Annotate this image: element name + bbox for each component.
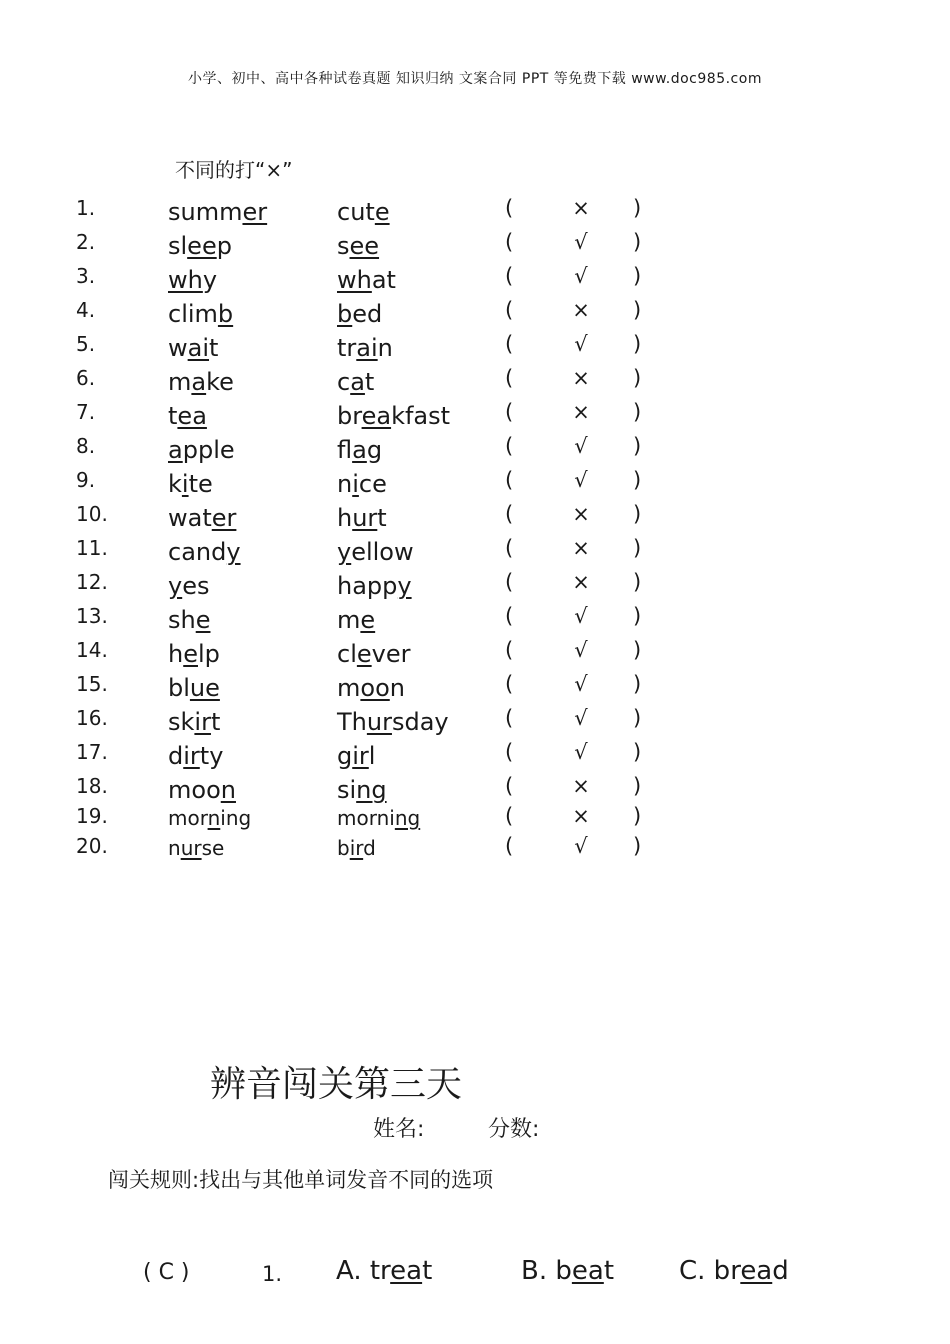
row-number: 11. xyxy=(76,536,108,560)
word-row xyxy=(0,804,950,838)
word-right: breakfast xyxy=(337,402,451,430)
answer-mark: × xyxy=(572,400,590,424)
word-left: skirt xyxy=(168,708,221,736)
close-paren: ) xyxy=(633,366,642,390)
row-number: 16. xyxy=(76,706,108,730)
word-right: yellow xyxy=(337,538,414,566)
word-row xyxy=(0,638,950,672)
open-paren: ( xyxy=(505,434,514,458)
close-paren: ) xyxy=(633,468,642,492)
close-paren: ) xyxy=(633,332,642,356)
word-right: Thursday xyxy=(337,708,449,736)
option-b: B. beat xyxy=(521,1256,615,1286)
page-header: 小学、初中、高中各种试卷真题 知识归纳 文案合同 PPT 等免费下载 www.doc985.com xyxy=(188,71,762,87)
word-row xyxy=(0,366,950,400)
answer-mark: √ xyxy=(574,230,588,254)
open-paren: ( xyxy=(505,536,514,560)
row-number: 10. xyxy=(76,502,108,526)
word-right: bed xyxy=(337,300,383,328)
open-paren: ( xyxy=(505,740,514,764)
close-paren: ) xyxy=(633,672,642,696)
open-paren: ( xyxy=(505,502,514,526)
row-number: 13. xyxy=(76,604,108,628)
word-left: summer xyxy=(168,198,268,226)
row-number: 6. xyxy=(76,366,96,390)
open-paren: ( xyxy=(505,604,514,628)
word-row xyxy=(0,264,950,298)
word-left: sleep xyxy=(168,232,232,260)
word-right: see xyxy=(337,232,380,260)
row-number: 19. xyxy=(76,804,108,828)
word-row xyxy=(0,834,950,868)
word-left: nurse xyxy=(168,836,225,860)
question-answer: ( C ) xyxy=(143,1260,190,1285)
word-row xyxy=(0,468,950,502)
word-right: cat xyxy=(337,368,375,396)
answer-mark: √ xyxy=(574,604,588,628)
row-number: 1. xyxy=(76,196,96,220)
word-left: wait xyxy=(168,334,219,362)
open-paren: ( xyxy=(505,570,514,594)
answer-mark: × xyxy=(572,366,590,390)
word-right: girl xyxy=(337,742,376,770)
word-right: train xyxy=(337,334,393,362)
open-paren: ( xyxy=(505,468,514,492)
open-paren: ( xyxy=(505,834,514,858)
word-right: sing xyxy=(337,776,387,804)
row-number: 3. xyxy=(76,264,96,288)
open-paren: ( xyxy=(505,264,514,288)
word-row xyxy=(0,536,950,570)
answer-mark: √ xyxy=(574,740,588,764)
open-paren: ( xyxy=(505,366,514,390)
close-paren: ) xyxy=(633,298,642,322)
answer-mark: × xyxy=(572,298,590,322)
word-right: nice xyxy=(337,470,387,498)
word-left: moon xyxy=(168,776,236,804)
word-left: apple xyxy=(168,436,235,464)
row-number: 14. xyxy=(76,638,108,662)
word-right: morning xyxy=(337,806,421,830)
row-number: 17. xyxy=(76,740,108,764)
close-paren: ) xyxy=(633,834,642,858)
open-paren: ( xyxy=(505,706,514,730)
row-number: 8. xyxy=(76,434,96,458)
open-paren: ( xyxy=(505,804,514,828)
answer-mark: √ xyxy=(574,264,588,288)
answer-mark: √ xyxy=(574,638,588,662)
word-right: clever xyxy=(337,640,411,668)
close-paren: ) xyxy=(633,230,642,254)
word-row xyxy=(0,332,950,366)
close-paren: ) xyxy=(633,570,642,594)
answer-mark: √ xyxy=(574,672,588,696)
word-left: morning xyxy=(168,806,252,830)
row-number: 12. xyxy=(76,570,108,594)
word-right: bird xyxy=(337,836,376,860)
answer-mark: × xyxy=(572,774,590,798)
word-row xyxy=(0,740,950,774)
option-a: A. treat xyxy=(336,1256,433,1286)
word-left: climb xyxy=(168,300,234,328)
close-paren: ) xyxy=(633,804,642,828)
open-paren: ( xyxy=(505,638,514,662)
word-row xyxy=(0,196,950,230)
answer-mark: × xyxy=(572,804,590,828)
row-number: 20. xyxy=(76,834,108,858)
answer-mark: √ xyxy=(574,706,588,730)
close-paren: ) xyxy=(633,502,642,526)
close-paren: ) xyxy=(633,264,642,288)
word-right: happy xyxy=(337,572,412,600)
close-paren: ) xyxy=(633,638,642,662)
word-left: dirty xyxy=(168,742,224,770)
word-left: water xyxy=(168,504,237,532)
answer-mark: × xyxy=(572,536,590,560)
word-right: moon xyxy=(337,674,405,702)
word-left: tea xyxy=(168,402,207,430)
close-paren: ) xyxy=(633,196,642,220)
answer-mark: √ xyxy=(574,332,588,356)
word-left: why xyxy=(168,266,218,294)
word-left: blue xyxy=(168,674,220,702)
word-right: what xyxy=(337,266,396,294)
word-row xyxy=(0,400,950,434)
answer-mark: × xyxy=(572,196,590,220)
answer-mark: √ xyxy=(574,468,588,492)
word-row xyxy=(0,774,950,808)
open-paren: ( xyxy=(505,400,514,424)
row-number: 18. xyxy=(76,774,108,798)
close-paren: ) xyxy=(633,400,642,424)
rules-text: 闯关规则:找出与其他单词发音不同的选项 xyxy=(108,1168,494,1192)
answer-mark: √ xyxy=(574,434,588,458)
open-paren: ( xyxy=(505,298,514,322)
open-paren: ( xyxy=(505,196,514,220)
close-paren: ) xyxy=(633,740,642,764)
open-paren: ( xyxy=(505,332,514,356)
word-row xyxy=(0,502,950,536)
answer-mark: × xyxy=(572,502,590,526)
row-number: 4. xyxy=(76,298,96,322)
word-left: candy xyxy=(168,538,241,566)
score-label: 分数: xyxy=(488,1117,540,1142)
word-left: yes xyxy=(168,572,210,600)
row-number: 7. xyxy=(76,400,96,424)
option-c: C. bread xyxy=(679,1256,789,1286)
word-row xyxy=(0,706,950,740)
open-paren: ( xyxy=(505,230,514,254)
row-number: 2. xyxy=(76,230,96,254)
instruction-text: 不同的打“×” xyxy=(175,158,293,182)
word-row xyxy=(0,570,950,604)
word-right: flag xyxy=(337,436,383,464)
row-number: 15. xyxy=(76,672,108,696)
name-label: 姓名: xyxy=(373,1117,425,1142)
close-paren: ) xyxy=(633,774,642,798)
answer-mark: √ xyxy=(574,834,588,858)
word-row xyxy=(0,434,950,468)
close-paren: ) xyxy=(633,434,642,458)
word-right: me xyxy=(337,606,376,634)
close-paren: ) xyxy=(633,604,642,628)
word-left: help xyxy=(168,640,220,668)
answer-mark: × xyxy=(572,570,590,594)
section-title: 辨音闯关第三天 xyxy=(210,1064,463,1105)
word-row xyxy=(0,230,950,264)
word-right: cute xyxy=(337,198,390,226)
open-paren: ( xyxy=(505,774,514,798)
word-left: she xyxy=(168,606,211,634)
question-number: 1. xyxy=(262,1262,283,1286)
open-paren: ( xyxy=(505,672,514,696)
word-row xyxy=(0,298,950,332)
word-left: kite xyxy=(168,470,213,498)
word-row xyxy=(0,672,950,706)
row-number: 5. xyxy=(76,332,96,356)
word-row xyxy=(0,604,950,638)
word-right: hurt xyxy=(337,504,387,532)
row-number: 9. xyxy=(76,468,96,492)
close-paren: ) xyxy=(633,706,642,730)
close-paren: ) xyxy=(633,536,642,560)
word-left: make xyxy=(168,368,234,396)
